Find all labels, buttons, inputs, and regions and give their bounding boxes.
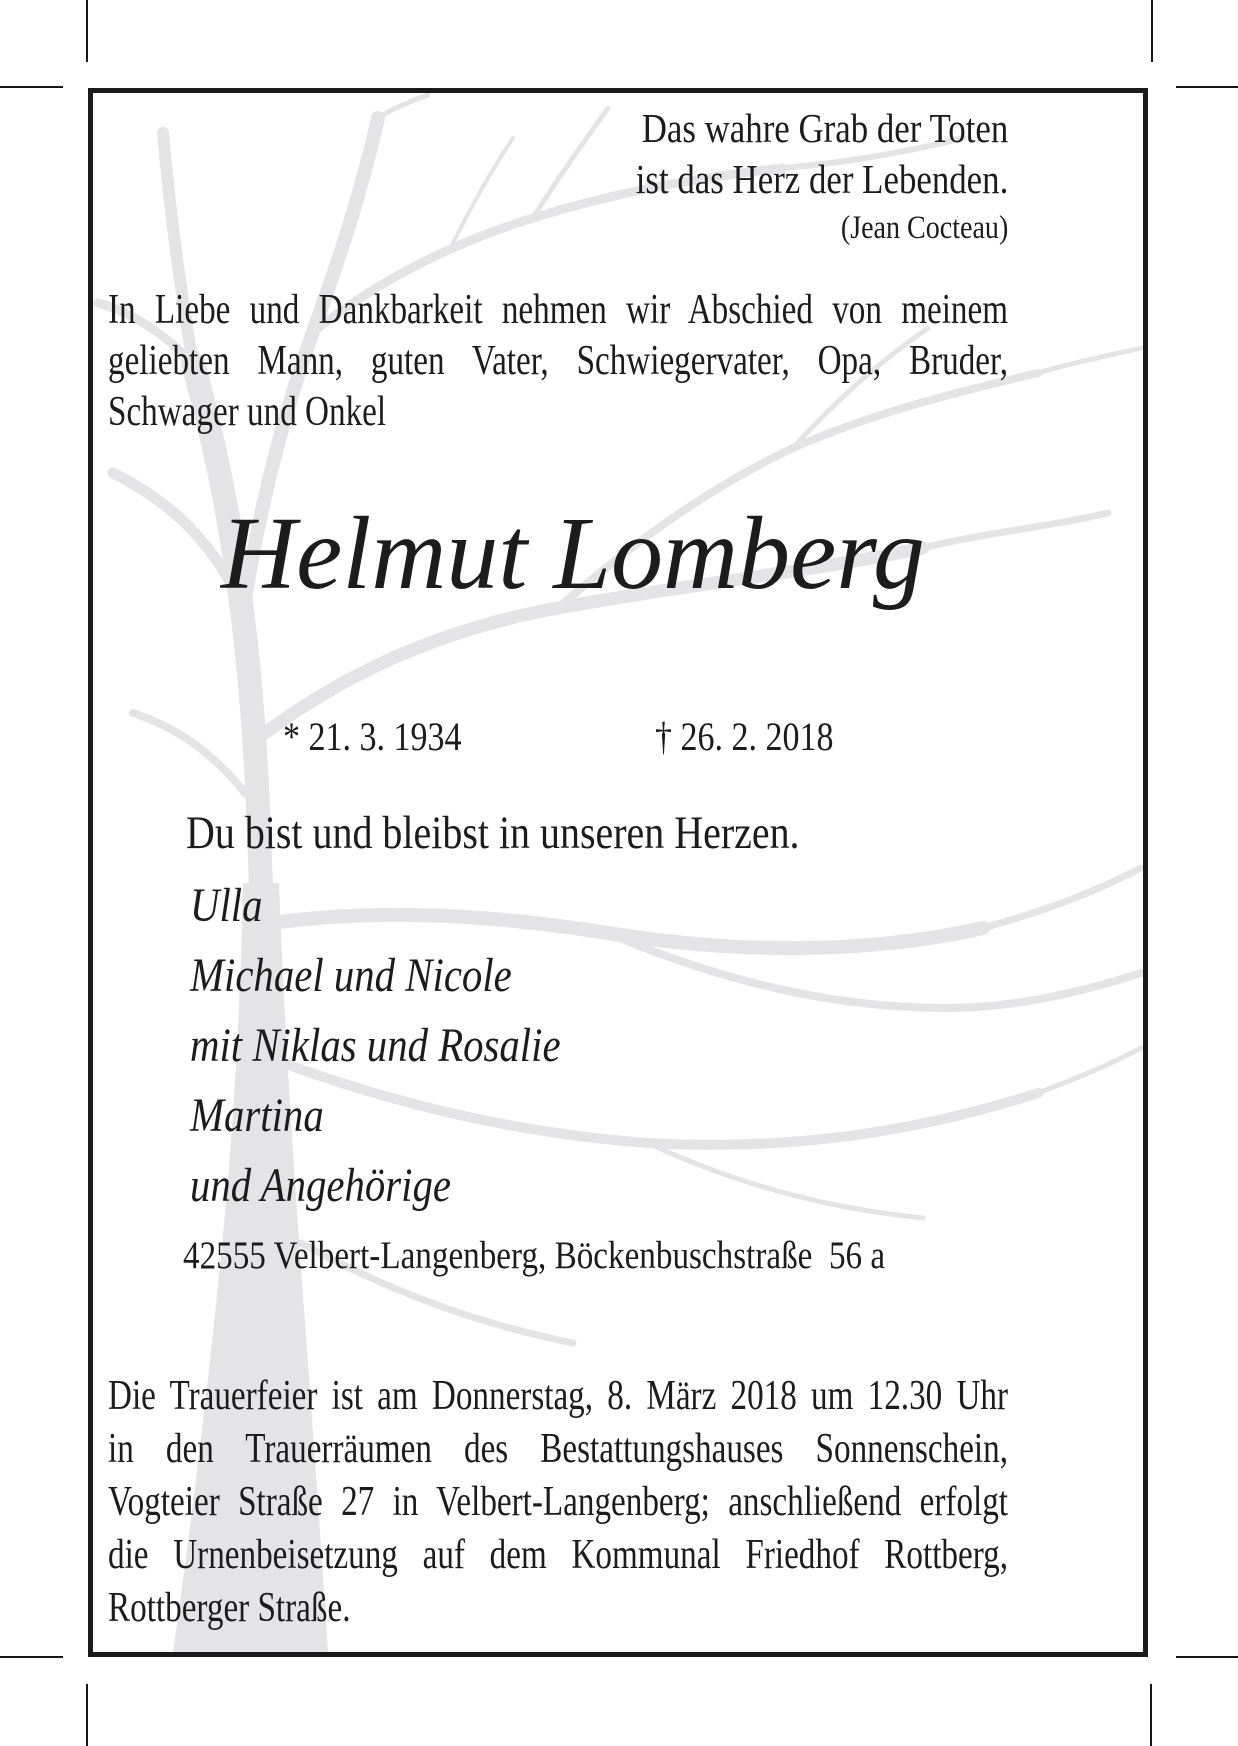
intro-line-3: Schwager und Onkel [108,389,387,435]
address-line: 42555 Velbert-Langenberg, Böckenbuschstraße 56 a [183,1234,886,1277]
funeral-paragraph [108,1370,1008,1635]
mourner-line: Michael und Nicole [190,949,512,1002]
crop-mark-top-right-vertical [1151,0,1153,62]
quote-line-1: Das wahre Grab der Toten [641,105,1008,151]
notice-content [93,93,1143,1652]
crop-mark-bottom-left-horizontal [0,1656,63,1658]
funeral-line-3: Vogteier Straße 27 in Velbert-Langenberg; anschließend erfolgt [108,1479,1009,1525]
intro-line-1: In Liebe und Dankbarkeit nehmen wir Abschied von meinem [108,287,1009,333]
intro-line-2: geliebten Mann, guten Vater, Schwiegervater, Opa, Bruder, [108,338,1009,384]
funeral-line-5: Rottberger Straße. [108,1585,351,1631]
death-date: † 26. 2. 2018 [655,714,834,759]
intro-paragraph [108,285,1008,438]
funeral-line-2: in den Trauerräumen des Bestattungshauses Sonnenschein, [108,1426,1009,1472]
quote-line-2: ist das Herz der Lebenden. [635,156,1008,202]
crop-mark-bottom-right-horizontal [1176,1656,1238,1658]
mourner-line: und Angehörige [190,1159,452,1212]
mourner-line: Ulla [190,879,263,932]
deceased-name: Helmut Lomberg [221,496,925,611]
mourner-line: mit Niklas und Rosalie [190,1019,561,1072]
birth-date: * 21. 3. 1934 [283,714,462,759]
farewell-line: Du bist und bleibst in unseren Herzen. [186,807,800,859]
quote-block [635,103,1008,251]
mourner-line: Martina [190,1089,324,1142]
funeral-line-1: Die Trauerfeier ist am Donnerstag, 8. März 2018 um 12.30 Uhr [108,1373,1009,1419]
mourners-list [190,871,561,1221]
funeral-line-4: die Urnenbeisetzung auf dem Kommunal Friedhof Rottberg, [108,1532,1009,1578]
crop-mark-top-left-vertical [86,0,88,62]
crop-mark-bottom-left-vertical [86,1684,88,1746]
quote-attribution: (Jean Cocteau) [840,210,1008,246]
crop-mark-top-right-horizontal [1176,86,1238,88]
crop-mark-bottom-right-vertical [1150,1684,1152,1746]
crop-mark-top-left-horizontal [0,86,63,88]
notice-frame [88,88,1148,1657]
